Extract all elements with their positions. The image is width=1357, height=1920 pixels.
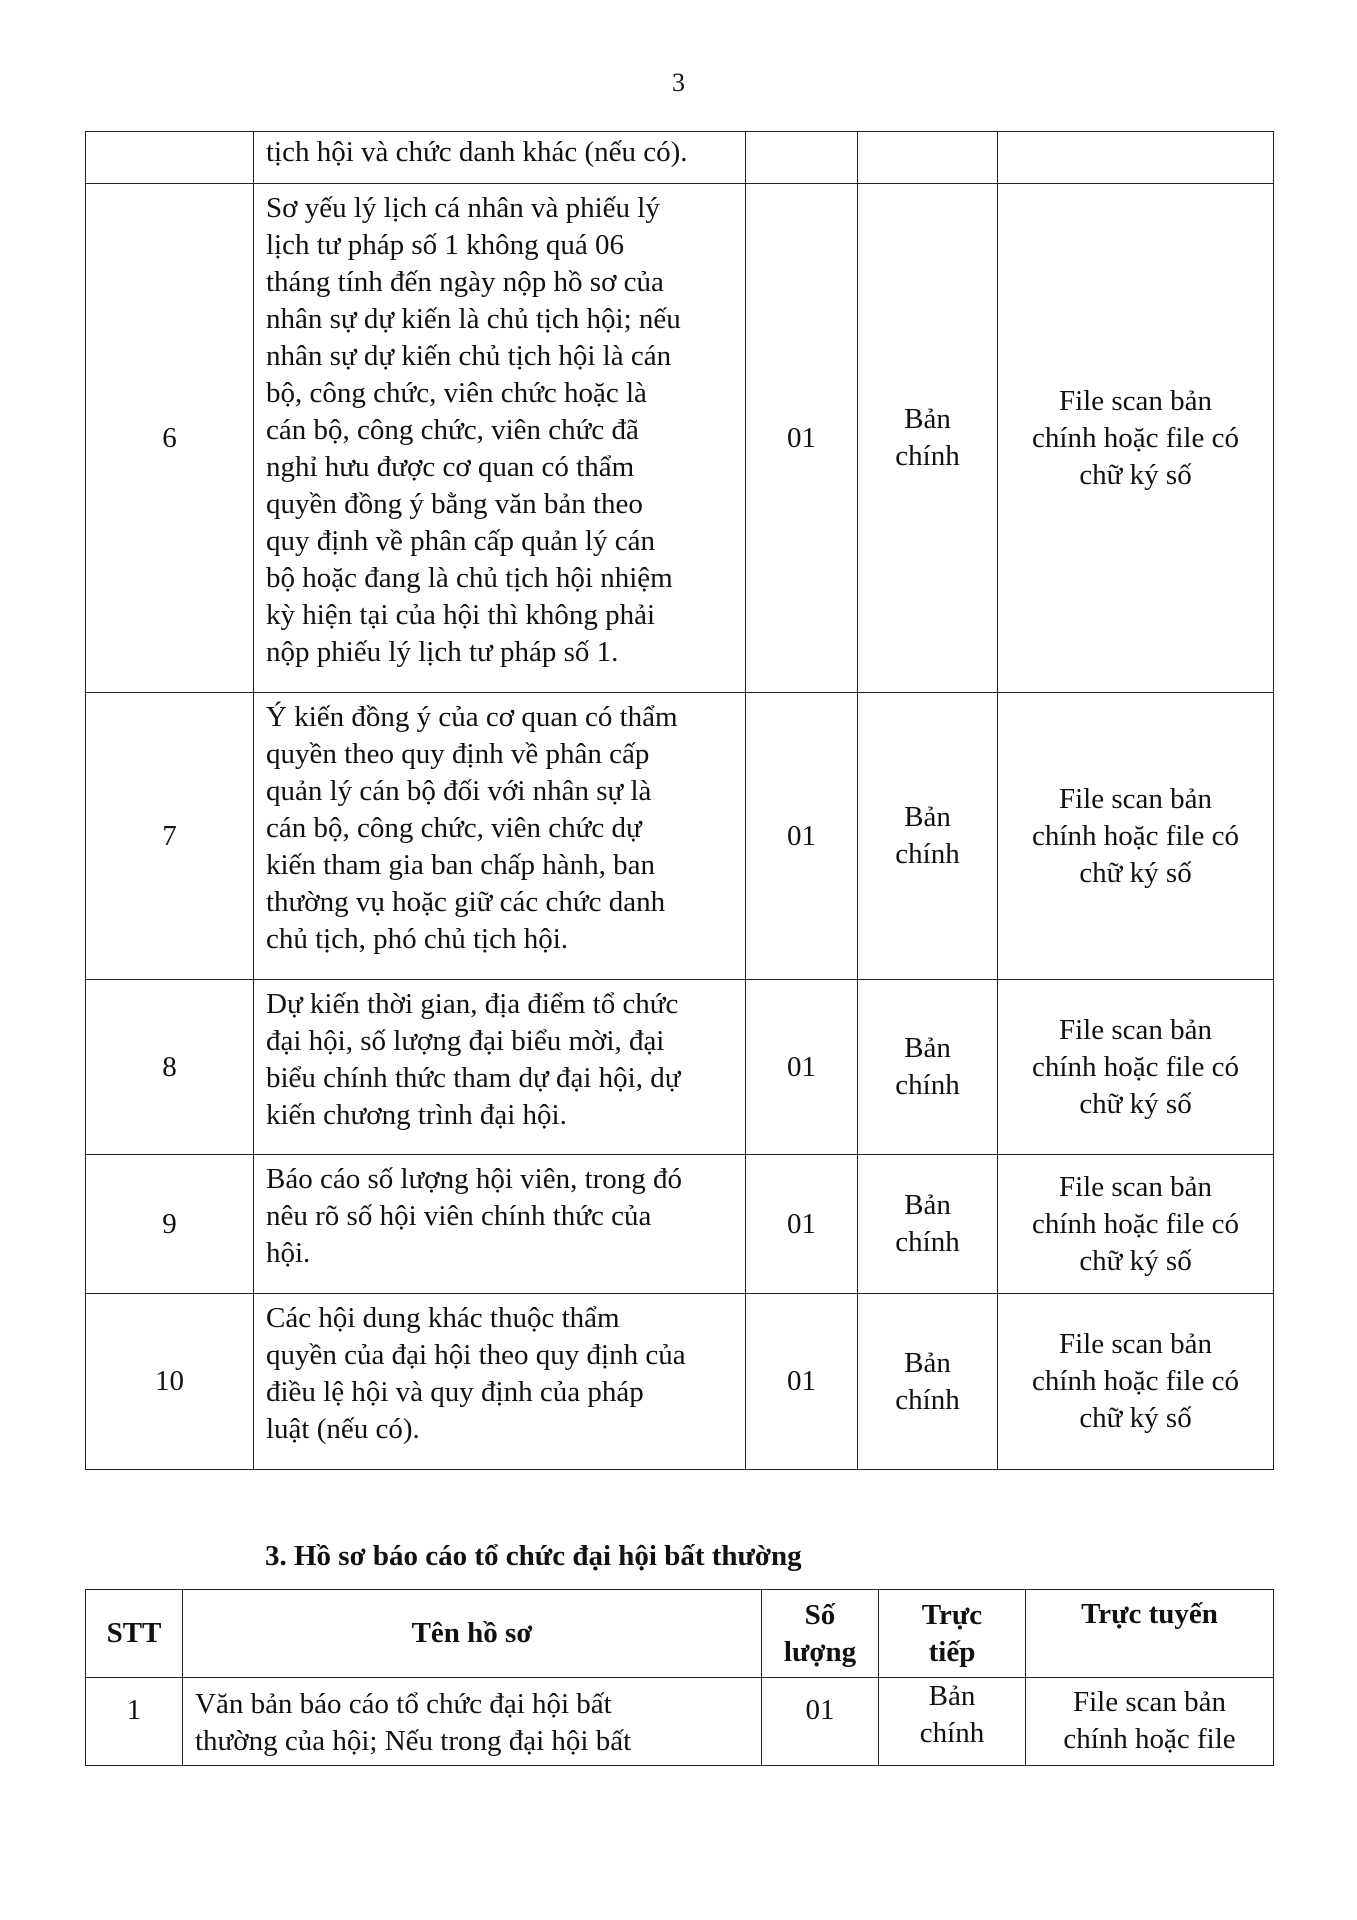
online-line: File scan bản [1072,1686,1226,1718]
description-line: cán bộ, công chức, viên chức đã [266,414,639,446]
page-number: 3 [672,68,685,97]
online-line: File scan bản [1058,384,1212,417]
direct-cell [858,980,998,1155]
table-row [86,132,1274,184]
description-line: thường vụ hoặc giữ các chức danh [266,886,666,918]
online-cell [998,1294,1274,1470]
document-description [254,980,746,1155]
header-line: tiếp [928,1635,976,1668]
online-cell [998,1155,1274,1294]
online-line: File scan bản [1058,1328,1212,1360]
document-description [254,132,746,184]
description-line: đại hội, số lượng đại biểu mời, đại [266,1025,665,1057]
table-row [86,693,1274,980]
description-line: kiến tham gia ban chấp hành, ban [266,849,655,881]
description-line: nêu rõ số hội viên chính thức của [266,1200,652,1232]
header-line: Trực [921,1598,983,1631]
quantity-cell: 01 [746,1294,858,1470]
irregular-congress-documents-table [85,1589,1274,1766]
table-row [86,1155,1274,1294]
direct-line: chính [895,838,960,870]
description-line: thường của hội; Nếu trong đại hội bất [195,1725,632,1757]
column-header-stt: STT [86,1590,183,1678]
online-line: chính hoặc file có [1032,1365,1239,1397]
stt-cell: 10 [86,1294,254,1470]
direct-line: Bản [904,1189,951,1221]
direct-line: Bản [928,1680,976,1712]
online-line: chính hoặc file có [1032,1050,1239,1083]
description-line: tịch hội và chức danh khác (nếu có). [266,136,688,168]
direct-line: Bản [904,801,951,833]
direct-cell [858,1294,998,1470]
description-line: quyền đồng ý bằng văn bản theo [266,488,643,520]
direct-line: chính [895,1226,960,1258]
description-line: lịch tư pháp số 1 không quá 06 [266,229,625,261]
online-line: chính hoặc file có [1032,819,1239,852]
quantity-cell: 01 [762,1678,879,1766]
column-header-quantity [762,1590,879,1678]
documents-table-continued [85,131,1274,1470]
stt-cell: 8 [86,980,254,1155]
direct-cell [879,1678,1026,1766]
column-header-name: Tên hồ sơ [183,1590,762,1678]
table-row [86,980,1274,1155]
description-line: luật (nếu có). [266,1413,420,1445]
document-description [254,1155,746,1294]
direct-cell [858,1155,998,1294]
document-description [183,1678,762,1766]
table-row [86,1678,1274,1766]
direct-line: Bản [904,1346,951,1379]
document-description [254,1294,746,1470]
description-line: quyền theo quy định về phân cấp [266,738,650,770]
description-line: chủ tịch, phó chủ tịch hội. [266,923,569,955]
online-line: chính hoặc file có [1032,421,1239,454]
quantity-cell: 01 [746,980,858,1155]
table-row [86,184,1274,693]
online-cell [998,184,1274,693]
description-line: quy định về phân cấp quản lý cán [266,525,655,557]
online-line: chữ ký số [1079,1402,1192,1434]
description-line: quản lý cán bộ đối với nhân sự là [266,775,652,807]
online-line: chính hoặc file có [1032,1207,1239,1240]
description-line: biểu chính thức tham dự đại hội, dự [266,1062,681,1094]
direct-line: chính [919,1717,985,1749]
online-cell [998,693,1274,980]
document-description [254,184,746,693]
online-line: chữ ký số [1079,458,1192,491]
header-line: Số [804,1598,836,1631]
online-line: File scan bản [1058,782,1212,815]
stt-cell: 9 [86,1155,254,1294]
direct-line: chính [895,1383,960,1416]
description-line: hội. [266,1237,311,1269]
online-line: chữ ký số [1079,1087,1192,1120]
stt-cell: 1 [86,1678,183,1766]
description-line: kỳ hiện tại của hội thì không phải [266,599,656,631]
description-line: Văn bản báo cáo tổ chức đại hội bất [195,1688,612,1720]
online-cell [998,980,1274,1155]
quantity-cell: 01 [746,1155,858,1294]
description-line: quyền của đại hội theo quy định của [266,1339,686,1371]
column-header-online: Trực tuyến [1026,1590,1274,1678]
quantity-cell: 01 [746,184,858,693]
document-description [254,693,746,980]
online-line: chữ ký số [1079,856,1192,889]
description-line: tháng tính đến ngày nộp hồ sơ của [266,266,664,298]
online-line: chữ ký số [1079,1244,1192,1277]
description-line: Báo cáo số lượng hội viên, trong đó [266,1163,683,1195]
quantity-cell: 01 [746,693,858,980]
description-line: Các hội dung khác thuộc thẩm [266,1302,620,1334]
description-line: nhân sự dự kiến chủ tịch hội là cán [266,340,672,372]
table-header-row [86,1590,1274,1678]
direct-cell [858,132,998,184]
description-line: Sơ yếu lý lịch cá nhân và phiếu lý [266,192,660,224]
online-cell [1026,1678,1274,1766]
stt-cell: 6 [86,184,254,693]
direct-cell [858,693,998,980]
description-line: nộp phiếu lý lịch tư pháp số 1. [266,636,619,668]
online-line: File scan bản [1058,1170,1212,1203]
column-header-direct [879,1590,1026,1678]
stt-cell: 7 [86,693,254,980]
section-heading: 3. Hồ sơ báo cáo tổ chức đại hội bất thường [265,1540,802,1572]
description-line: nhân sự dự kiến là chủ tịch hội; nếu [266,303,681,335]
direct-cell [858,184,998,693]
direct-line: chính [895,1069,960,1101]
header-line: lượng [783,1635,857,1668]
description-line: nghỉ hưu được cơ quan có thẩm [266,451,635,483]
description-line: bộ, công chức, viên chức hoặc là [266,377,647,409]
description-line: cán bộ, công chức, viên chức dự [266,812,642,844]
direct-line: Bản [904,1032,951,1064]
description-line: bộ hoặc đang là chủ tịch hội nhiệm [266,562,673,594]
online-cell [998,132,1274,184]
table-row [86,1294,1274,1470]
description-line: điều lệ hội và quy định của pháp [266,1376,644,1408]
online-line: File scan bản [1058,1013,1212,1046]
quantity-cell [746,132,858,184]
stt-cell [86,132,254,184]
online-line: chính hoặc file [1063,1723,1236,1755]
direct-line: chính [895,440,960,472]
description-line: kiến chương trình đại hội. [266,1099,567,1131]
description-line: Ý kiến đồng ý của cơ quan có thẩm [266,701,678,733]
description-line: Dự kiến thời gian, địa điểm tổ chức [266,988,679,1020]
direct-line: Bản [904,403,951,435]
